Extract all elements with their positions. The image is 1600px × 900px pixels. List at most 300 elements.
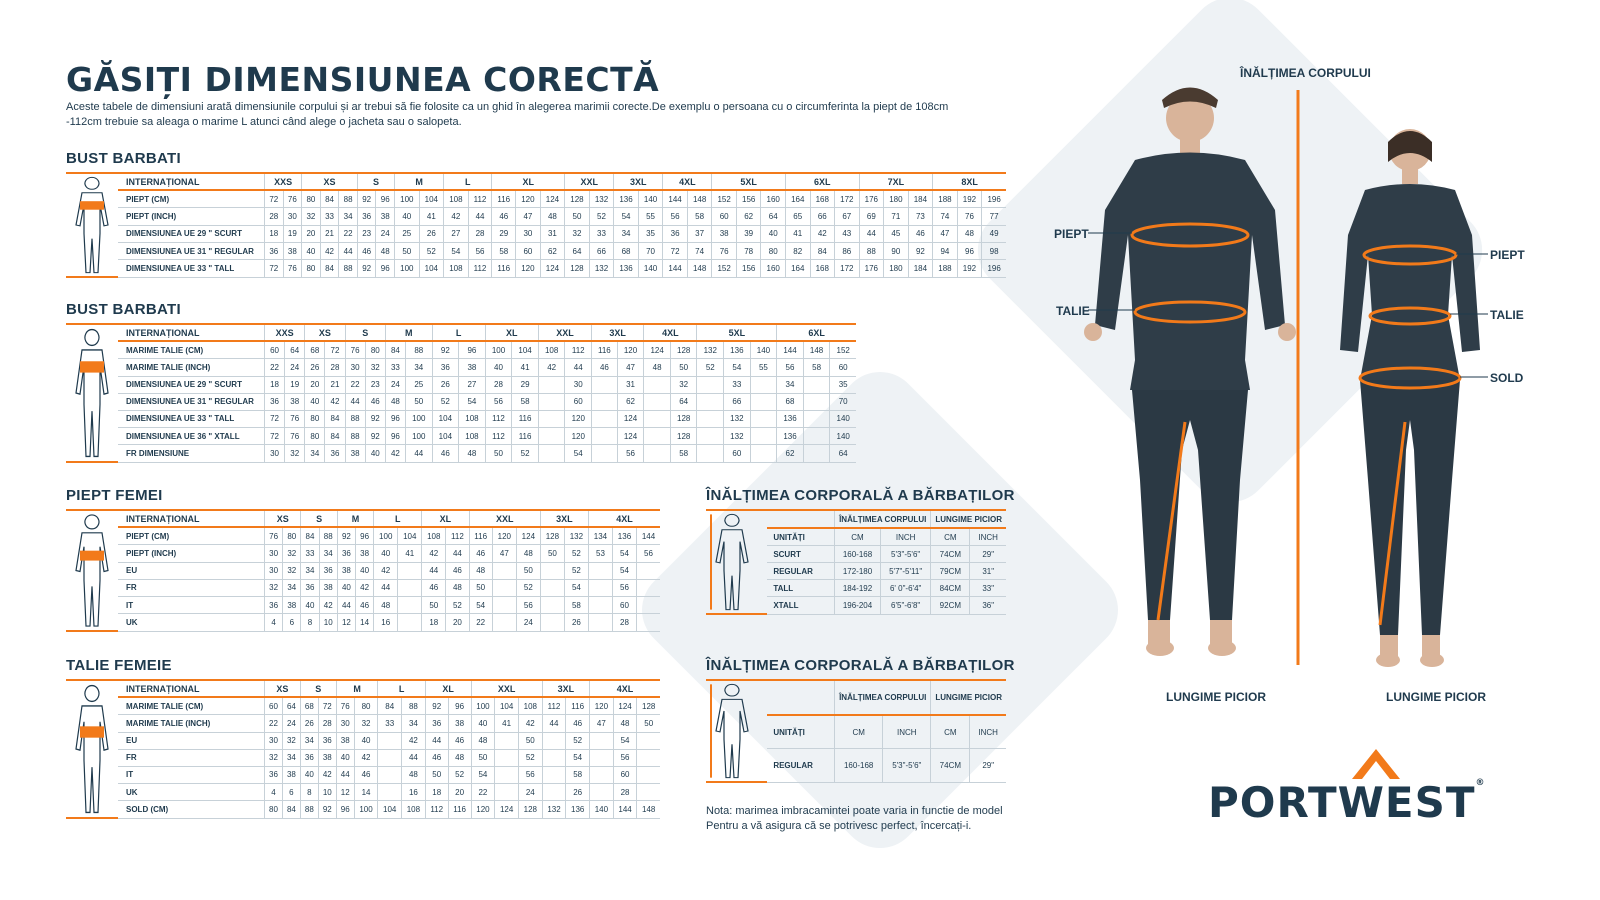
table-cell: 58 bbox=[566, 766, 590, 783]
table-cell: 40 bbox=[761, 225, 786, 242]
table-cell: 168 bbox=[810, 190, 835, 208]
table-cell: 116 bbox=[512, 428, 539, 445]
table-cell: 46 bbox=[432, 445, 459, 462]
table-cell: 128 bbox=[670, 428, 697, 445]
table-row bbox=[66, 341, 856, 359]
table-cell: 32 bbox=[265, 579, 283, 596]
table-cell: 58 bbox=[687, 208, 712, 225]
table-cell: 54 bbox=[612, 562, 636, 579]
table-cell: 48 bbox=[459, 445, 486, 462]
size-header: XXL bbox=[471, 680, 542, 697]
table-cell: 38 bbox=[319, 579, 337, 596]
table-cell: 24 bbox=[516, 614, 540, 631]
table-cell: 152 bbox=[712, 190, 737, 208]
unit-cell: INCH bbox=[883, 715, 931, 749]
table-cell: 46 bbox=[448, 732, 471, 749]
table-cell: 92 bbox=[357, 190, 376, 208]
table-cell: 88 bbox=[405, 341, 432, 359]
table-cell: 100 bbox=[405, 410, 432, 427]
table-cell: 88 bbox=[300, 801, 318, 818]
table-cell: 88 bbox=[402, 697, 426, 715]
table-cell: 188 bbox=[933, 190, 958, 208]
table-cell: 41 bbox=[512, 359, 539, 376]
table-cell: 70 bbox=[638, 242, 663, 259]
table-cell: 69 bbox=[859, 208, 884, 225]
size-header: S bbox=[300, 680, 336, 697]
table-cell: 144 bbox=[613, 801, 637, 818]
table-cell bbox=[588, 562, 612, 579]
table-cell: 22 bbox=[265, 359, 285, 376]
table-cell: 4 bbox=[265, 784, 283, 801]
table-cell: 136 bbox=[614, 190, 639, 208]
table-cell: 30 bbox=[345, 359, 365, 376]
table-cell: 58 bbox=[803, 359, 830, 376]
table-cell: 64 bbox=[670, 393, 697, 410]
table-cell: 19 bbox=[283, 225, 302, 242]
table-cell: 84 bbox=[320, 190, 339, 208]
table-cell: 168 bbox=[810, 260, 835, 277]
table-cell: 148 bbox=[637, 801, 660, 818]
table-cell: 152 bbox=[830, 341, 856, 359]
table-cell: 62 bbox=[617, 393, 644, 410]
table-cell: 18 bbox=[422, 614, 446, 631]
table-cell: 92 bbox=[908, 242, 933, 259]
section-title: PIEPT FEMEI bbox=[66, 487, 163, 504]
table-cell: 50 bbox=[565, 208, 590, 225]
table-cell: 76 bbox=[283, 260, 302, 277]
table-cell: 136 bbox=[614, 260, 639, 277]
table-cell: 50 bbox=[516, 562, 540, 579]
table-cell: 22 bbox=[469, 614, 492, 631]
table-cell bbox=[590, 766, 614, 783]
table-cell: 66 bbox=[589, 242, 614, 259]
table-cell: 88 bbox=[339, 190, 358, 208]
table-cell: 46 bbox=[446, 562, 469, 579]
table-cell: 35 bbox=[638, 225, 663, 242]
row-label: MARIME TALIE (INCH) bbox=[118, 715, 265, 732]
table-cell: 44 bbox=[542, 715, 566, 732]
table-cell: 42 bbox=[538, 359, 565, 376]
table-cell: 52 bbox=[564, 562, 588, 579]
table-cell: 31" bbox=[970, 563, 1006, 580]
table-cell: 104 bbox=[419, 260, 444, 277]
table-cell bbox=[637, 732, 660, 749]
table-cell: 164 bbox=[785, 260, 810, 277]
table-cell: 184-192 bbox=[835, 580, 881, 597]
size-header: L bbox=[374, 510, 422, 527]
size-header: M bbox=[336, 680, 378, 697]
table-cell: 88 bbox=[339, 260, 358, 277]
table-cell bbox=[644, 428, 671, 445]
table-cell: 38 bbox=[345, 445, 365, 462]
table-cell bbox=[588, 597, 612, 614]
table-cell: 44 bbox=[374, 579, 398, 596]
table-cell: 56 bbox=[516, 597, 540, 614]
table-cell: 180 bbox=[884, 190, 909, 208]
table-cell: 72 bbox=[265, 190, 284, 208]
table-cell: 128 bbox=[670, 341, 697, 359]
table-cell: 36 bbox=[357, 208, 376, 225]
table-cell: 148 bbox=[687, 260, 712, 277]
table-cell bbox=[542, 749, 566, 766]
table-cell: 160-168 bbox=[835, 749, 883, 782]
table-cell: 96 bbox=[385, 428, 405, 445]
table-cell bbox=[542, 784, 566, 801]
table-cell: 112 bbox=[542, 697, 566, 715]
table-cell: 34 bbox=[777, 376, 804, 393]
table-cell: 31 bbox=[540, 225, 565, 242]
group-header: LUNGIME PICIOR bbox=[931, 680, 1006, 715]
table-cell: 120 bbox=[516, 190, 541, 208]
table-cell: 42 bbox=[518, 715, 542, 732]
table-cell: 112 bbox=[565, 341, 592, 359]
table-cell: 160 bbox=[761, 190, 786, 208]
table-cell: 108 bbox=[444, 190, 469, 208]
table-cell: 58 bbox=[564, 597, 588, 614]
size-header: 6XL bbox=[785, 173, 859, 190]
intro-text: Aceste tabele de dimensiuni arată dimensiunile corpului și ar trebui să fie folosite ca un ghid în alegerea marimii corecte.De exemplu o persoana cu o circumferinta la piept de 108cm -112cm trebuie sa aleaga o marime L atunci când alege o jacheta sau o salopeta. bbox=[66, 101, 949, 128]
table-cell: 40 bbox=[337, 579, 355, 596]
table-cell: 36 bbox=[300, 749, 318, 766]
size-header: XS bbox=[265, 510, 301, 527]
table-cell: 128 bbox=[565, 260, 590, 277]
table-cell: 124 bbox=[617, 410, 644, 427]
table-cell: 124 bbox=[540, 190, 565, 208]
woman-waist-label: TALIE bbox=[1490, 308, 1524, 322]
table-cell: 84 bbox=[301, 527, 319, 545]
size-header: 5XL bbox=[712, 173, 786, 190]
table-cell: 6' 0"-6'4" bbox=[880, 580, 930, 597]
table-cell: 42 bbox=[385, 445, 405, 462]
table-cell: 32 bbox=[265, 749, 283, 766]
table-cell: 34 bbox=[300, 732, 318, 749]
table-cell: 116 bbox=[492, 260, 516, 277]
table-cell: 98 bbox=[982, 242, 1006, 259]
table-cell: 160 bbox=[761, 260, 786, 277]
table-cell: 36 bbox=[663, 225, 688, 242]
table-cell: 38 bbox=[318, 749, 336, 766]
table-cell: 34 bbox=[339, 208, 358, 225]
table-cell: 188 bbox=[933, 260, 958, 277]
table-cell bbox=[542, 766, 566, 783]
table-cell: 78 bbox=[736, 242, 761, 259]
table-cell bbox=[378, 784, 402, 801]
table-cell: 22 bbox=[265, 715, 283, 732]
table-cell: 42 bbox=[444, 208, 469, 225]
table-cell: 108 bbox=[402, 801, 426, 818]
table-cell: 30 bbox=[283, 208, 302, 225]
table-cell: 120 bbox=[617, 341, 644, 359]
table-cell: 68 bbox=[305, 341, 325, 359]
height-section-title: ÎNĂLȚIMEA CORPORALĂ A BĂRBAȚILOR bbox=[706, 657, 1015, 674]
table-cell: 34 bbox=[319, 545, 337, 562]
table-cell: 38 bbox=[448, 715, 471, 732]
table-cell: 46 bbox=[356, 597, 374, 614]
table-cell: 52 bbox=[516, 579, 540, 596]
table-cell: 32 bbox=[302, 208, 321, 225]
table-cell: 35 bbox=[830, 376, 856, 393]
unit-cell: CM bbox=[931, 528, 970, 546]
table-cell bbox=[697, 428, 724, 445]
table-cell: 56 bbox=[777, 359, 804, 376]
table-cell: 50 bbox=[469, 579, 492, 596]
table-row bbox=[66, 225, 1006, 242]
table-cell: 76 bbox=[336, 697, 354, 715]
table-cell: 120 bbox=[492, 527, 516, 545]
row-label: DIMENSIUNEA UE 36 " XTALL bbox=[118, 428, 265, 445]
table-cell: 32 bbox=[670, 376, 697, 393]
table-cell bbox=[750, 393, 777, 410]
table-cell: 84 bbox=[385, 341, 405, 359]
table-cell: 62 bbox=[736, 208, 761, 225]
row-label: REGULAR bbox=[767, 749, 834, 782]
page-title: GĂSIȚI DIMENSIUNEA CORECTĂ bbox=[66, 60, 660, 99]
table-cell: 5'3"-5'6" bbox=[880, 546, 930, 563]
table-cell: 112 bbox=[425, 801, 448, 818]
table-cell bbox=[495, 732, 519, 749]
table-cell bbox=[637, 766, 660, 783]
woman-hip-label: SOLD bbox=[1490, 371, 1524, 385]
table-cell: 29 bbox=[512, 376, 539, 393]
table-cell: 120 bbox=[565, 410, 592, 427]
man-waist-label: TALIE bbox=[1056, 304, 1090, 318]
table-cell bbox=[697, 410, 724, 427]
table-cell: 40 bbox=[302, 242, 321, 259]
row-label: IT bbox=[118, 597, 265, 614]
figure-cell bbox=[706, 510, 767, 614]
table-cell bbox=[540, 597, 564, 614]
table-cell: 40 bbox=[365, 445, 385, 462]
table-cell: 30 bbox=[265, 732, 283, 749]
table-cell: 46 bbox=[492, 208, 516, 225]
woman-leg-label: LUNGIME PICIOR bbox=[1386, 690, 1487, 704]
table-cell bbox=[637, 784, 660, 801]
table-cell: 80 bbox=[305, 410, 325, 427]
table-cell bbox=[644, 410, 671, 427]
header-label: INTERNAȚIONAL bbox=[118, 510, 265, 527]
table-cell: 28 bbox=[485, 376, 512, 393]
table-cell: 50 bbox=[540, 545, 564, 562]
table-cell: 116 bbox=[448, 801, 471, 818]
table-cell bbox=[538, 428, 565, 445]
table-cell: 30 bbox=[336, 715, 354, 732]
table-row bbox=[66, 562, 660, 579]
header-label: INTERNAȚIONAL bbox=[118, 680, 265, 697]
table-cell: 92 bbox=[365, 428, 385, 445]
table-cell: 79CM bbox=[931, 563, 970, 580]
table-cell: 40 bbox=[485, 359, 512, 376]
table-cell: 48 bbox=[402, 766, 426, 783]
size-header: 6XL bbox=[777, 324, 856, 341]
table-cell: 42 bbox=[320, 242, 339, 259]
table-cell: 19 bbox=[285, 376, 305, 393]
group-header: ÎNĂLȚIMEA CORPULUI bbox=[835, 510, 931, 528]
size-header: XL bbox=[422, 510, 469, 527]
table-cell: 64 bbox=[761, 208, 786, 225]
table-cell: 24 bbox=[285, 359, 305, 376]
table-cell: 34 bbox=[405, 359, 432, 376]
table-cell: 100 bbox=[395, 190, 420, 208]
table-cell: 6 bbox=[283, 614, 301, 631]
table-cell: 44 bbox=[422, 562, 446, 579]
table-cell: 54 bbox=[566, 749, 590, 766]
table-row bbox=[66, 376, 856, 393]
table-cell: 52 bbox=[564, 545, 588, 562]
table-cell: 42 bbox=[402, 732, 426, 749]
table-row bbox=[66, 732, 660, 749]
blank-cell bbox=[767, 680, 834, 715]
table-cell: 26 bbox=[300, 715, 318, 732]
table-cell: 46 bbox=[566, 715, 590, 732]
table-cell: 5'7"-5'11" bbox=[880, 563, 930, 580]
size-header: XL bbox=[485, 324, 538, 341]
table-cell: 96 bbox=[448, 697, 471, 715]
size-header: M bbox=[337, 510, 373, 527]
table-cell: 88 bbox=[319, 527, 337, 545]
table-cell: 50 bbox=[422, 597, 446, 614]
row-label: DIMENSIUNEA UE 29 " SCURT bbox=[118, 376, 265, 393]
table-cell: 24 bbox=[282, 715, 300, 732]
row-label: SCURT bbox=[767, 546, 834, 563]
table-cell: 100 bbox=[354, 801, 378, 818]
table-cell: 32 bbox=[283, 545, 301, 562]
table-cell bbox=[538, 445, 565, 462]
table-cell: 28 bbox=[612, 614, 636, 631]
table-cell: 4 bbox=[265, 614, 283, 631]
size-header: 3XL bbox=[614, 173, 663, 190]
woman-chest-label: PIEPT bbox=[1490, 248, 1525, 262]
row-label: EU bbox=[118, 562, 265, 579]
table-cell bbox=[803, 376, 830, 393]
table-cell: 56 bbox=[663, 208, 688, 225]
table-row bbox=[66, 410, 856, 427]
table-cell: 40 bbox=[354, 732, 378, 749]
table-cell: 65 bbox=[785, 208, 810, 225]
table-cell: 52 bbox=[589, 208, 614, 225]
table-cell bbox=[378, 766, 402, 783]
table-cell: 74CM bbox=[931, 749, 970, 782]
table-cell: 33 bbox=[378, 715, 402, 732]
height-table bbox=[706, 679, 1006, 783]
table-cell: 116 bbox=[592, 341, 618, 359]
table-cell: 148 bbox=[803, 341, 830, 359]
table-cell: 26 bbox=[305, 359, 325, 376]
table-row bbox=[66, 766, 660, 783]
table-cell: 88 bbox=[345, 410, 365, 427]
table-cell: 124 bbox=[613, 697, 637, 715]
table-cell: 47 bbox=[933, 225, 958, 242]
table-cell: 48 bbox=[376, 242, 395, 259]
table-cell: 120 bbox=[516, 260, 541, 277]
table-cell: 74 bbox=[933, 208, 958, 225]
table-cell: 44 bbox=[337, 597, 355, 614]
table-cell: 68 bbox=[777, 393, 804, 410]
table-cell: 29 bbox=[492, 225, 516, 242]
table-cell: 67 bbox=[835, 208, 860, 225]
table-cell bbox=[588, 614, 612, 631]
table-cell: 32 bbox=[365, 359, 385, 376]
table-cell: 32 bbox=[282, 732, 300, 749]
table-cell: 36 bbox=[265, 597, 283, 614]
table-cell: 76 bbox=[957, 208, 982, 225]
table-cell: 50 bbox=[405, 393, 432, 410]
table-cell: 128 bbox=[637, 697, 660, 715]
size-header: 4XL bbox=[663, 173, 712, 190]
table-row bbox=[66, 801, 660, 818]
table-cell: 112 bbox=[485, 428, 512, 445]
table-cell bbox=[644, 445, 671, 462]
table-cell: 52 bbox=[448, 766, 471, 783]
table-cell: 104 bbox=[398, 527, 422, 545]
table-cell: 38 bbox=[712, 225, 737, 242]
registered-mark: ® bbox=[1475, 778, 1486, 788]
table-cell: 58 bbox=[492, 242, 516, 259]
table-cell: 54 bbox=[724, 359, 751, 376]
row-label: UK bbox=[118, 784, 265, 801]
table-cell: 56 bbox=[468, 242, 492, 259]
table-cell bbox=[750, 445, 777, 462]
table-cell: 38 bbox=[459, 359, 486, 376]
table-cell: 196-204 bbox=[835, 597, 881, 614]
table-cell: 66 bbox=[810, 208, 835, 225]
figure-cell bbox=[66, 324, 118, 462]
table-cell: 120 bbox=[590, 697, 614, 715]
table-cell: 144 bbox=[663, 260, 688, 277]
section-title: BUST BARBATI bbox=[66, 301, 181, 318]
table-row bbox=[66, 208, 1006, 225]
table-cell: 172-180 bbox=[835, 563, 881, 580]
table-header-row bbox=[66, 173, 1006, 190]
table-cell: 58 bbox=[512, 393, 539, 410]
table-cell bbox=[592, 445, 618, 462]
table-cell: 54 bbox=[565, 445, 592, 462]
table-cell: 44 bbox=[345, 393, 365, 410]
table-cell: 18 bbox=[265, 225, 284, 242]
table-cell: 56 bbox=[613, 749, 637, 766]
table-cell: 104 bbox=[495, 697, 519, 715]
table-cell bbox=[492, 597, 516, 614]
table-cell bbox=[697, 445, 724, 462]
table-cell: 54 bbox=[469, 597, 492, 614]
table-cell: 80 bbox=[354, 697, 378, 715]
table-cell: 46 bbox=[357, 242, 376, 259]
table-cell: 40 bbox=[336, 749, 354, 766]
table-cell bbox=[378, 749, 402, 766]
table-row bbox=[66, 715, 660, 732]
table-cell: 40 bbox=[395, 208, 420, 225]
table-cell: 92 bbox=[425, 697, 448, 715]
table-cell: 8 bbox=[301, 614, 319, 631]
table-cell: 40 bbox=[301, 597, 319, 614]
table-cell: 96 bbox=[376, 260, 395, 277]
table-cell: 144 bbox=[777, 341, 804, 359]
table-cell: 62 bbox=[777, 445, 804, 462]
table-cell bbox=[398, 614, 422, 631]
table-cell: 52 bbox=[432, 393, 459, 410]
table-cell: 148 bbox=[687, 190, 712, 208]
table-cell: 56 bbox=[617, 445, 644, 462]
table-cell bbox=[803, 393, 830, 410]
table-cell: 26 bbox=[564, 614, 588, 631]
table-cell: 120 bbox=[565, 428, 592, 445]
table-row bbox=[66, 359, 856, 376]
table-cell: 18 bbox=[265, 376, 285, 393]
table-cell: 50 bbox=[670, 359, 697, 376]
table-cell: 72 bbox=[325, 341, 345, 359]
table-cell: 56 bbox=[637, 545, 661, 562]
table-cell: 140 bbox=[750, 341, 777, 359]
table-cell: 116 bbox=[469, 527, 492, 545]
